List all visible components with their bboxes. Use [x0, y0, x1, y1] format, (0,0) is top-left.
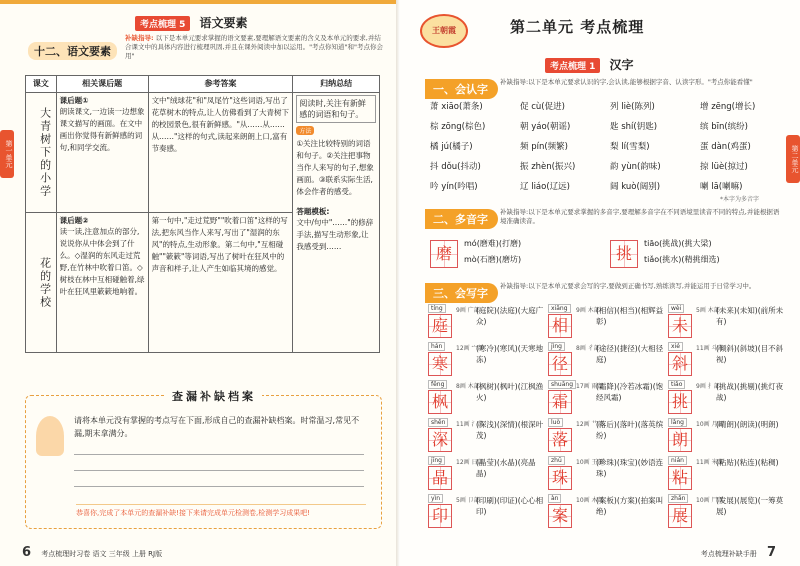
write-char-cell [428, 494, 546, 532]
write-char-cell [548, 380, 666, 418]
template-text: 文中/句中"……"的修辞手法,描写生动形象,让我感受到…… [296, 218, 374, 251]
write-char-cell [428, 342, 546, 380]
polyphone-char: 挑 [610, 240, 638, 268]
write-char-cell [668, 494, 786, 532]
polyphone-reading: tiǎo(挑水)(精挑细选) [644, 255, 720, 264]
header-badge: 考点梳理 5 [135, 16, 190, 31]
right-footer [701, 545, 776, 560]
col-header-question: 相关课后题 [56, 76, 148, 93]
read-item: 增 zēng(增长) [700, 102, 756, 112]
s2-title: 二、多音字 [425, 209, 498, 229]
word-list: (倾斜)(斜坡)(目不斜视) [716, 344, 784, 364]
write-char-cell [668, 456, 786, 494]
read-note: *本字为多音字 [720, 196, 760, 203]
write-char: 相 [548, 314, 572, 338]
write-char: 珠 [548, 466, 572, 490]
page-number: 6 [22, 545, 32, 560]
stroke-info: 8画 木部 [456, 383, 480, 390]
write-char-cell [428, 380, 546, 418]
section-header [135, 12, 248, 31]
table-row [26, 93, 380, 213]
pinyin: lǎng [668, 418, 687, 427]
write-line [74, 470, 364, 471]
write-char: 霜 [548, 390, 572, 414]
s3-title: 三、会写字 [425, 283, 498, 303]
write-char: 落 [548, 428, 572, 452]
polyphone-char: 磨 [430, 240, 458, 268]
read-item: 韵 yùn(韵味) [610, 162, 661, 172]
stroke-info: 10画 尸部 [696, 497, 724, 504]
summary-tag: 方法 [296, 126, 314, 135]
write-char: 斜 [668, 352, 692, 376]
s2-header [425, 208, 498, 229]
pinyin: shuāng [548, 380, 576, 389]
read-item: 萧 xiāo(萧条) [430, 102, 483, 112]
word-list: (落后)(落叶)(落英缤纷) [596, 420, 664, 440]
stroke-info: 5画 卩部 [456, 497, 480, 504]
write-char: 印 [428, 504, 452, 528]
right-page [400, 0, 800, 566]
yuwen-table [25, 75, 380, 353]
answer-text: 第一句中,"走过荒野""吹着口笛"这样的写法,把东风当作人来写,写出了"湿润的东风"的特点,生动形象。第二句中,"互相碰触""簌簌"等词语,写出了树叶在狂风中的声音和样子,让人产生如临其境的感觉。 [148, 213, 293, 353]
page-number: 7 [766, 545, 776, 560]
stroke-info: 8画 彳部 [576, 345, 600, 352]
read-item: 梨 lí(雪梨) [610, 142, 650, 152]
stroke-info: 9画 广部 [456, 307, 480, 314]
read-row [430, 100, 790, 112]
write-char-cell [668, 418, 786, 456]
read-item: 朝 yáo(朝谣) [520, 122, 571, 132]
pinyin: nián [668, 456, 687, 465]
read-item: 喇 lā(喇嘛) [700, 182, 743, 192]
read-item: 阔 kuò(阔别) [610, 182, 661, 192]
lesson-name: 花的学校 [26, 213, 57, 353]
col-header-lesson: 课文 [26, 76, 57, 93]
read-item: 橘 jú(橘子) [430, 142, 473, 152]
question-cell [56, 93, 148, 213]
pinyin: zhū [548, 456, 565, 465]
polyphone-reading: mó(磨难)(打磨) [464, 239, 522, 248]
stroke-info: 17画 雨部 [576, 383, 604, 390]
subsection-title: 汉字 [609, 58, 634, 72]
stroke-info: 11画 米部 [696, 459, 724, 466]
read-item: 频 pín(频繁) [520, 142, 568, 152]
write-char-cell [548, 456, 666, 494]
stroke-info: 12画 艹部 [576, 421, 604, 428]
write-char-cell [428, 418, 546, 456]
write-char: 挑 [668, 390, 692, 414]
read-row [430, 120, 790, 132]
stroke-info: 5画 木部 [696, 307, 720, 314]
pinyin: xié [668, 342, 683, 351]
write-char: 枫 [428, 390, 452, 414]
read-row [430, 180, 790, 192]
tip-text: 以下是本单元要求掌握的语文要素,要理解语文要素的含义及本单元的要求,并结合课文中的具体内容进行梳理巩固,并且在课外阅读中加以运用。"考点你知道"和"考点你会用" [125, 34, 384, 60]
word-list: (未来)(未知)(前所未有) [716, 306, 784, 326]
write-char-cell [428, 304, 546, 342]
stroke-info: 10画 月部 [696, 421, 724, 428]
read-item: 列 liè(陈列) [610, 102, 655, 112]
write-char-cell [548, 304, 666, 342]
pinyin: tíng [428, 304, 446, 313]
write-char: 深 [428, 428, 452, 452]
write-char: 未 [668, 314, 692, 338]
student-illustration [36, 416, 64, 456]
tip-block [125, 34, 385, 61]
word-list: (深浅)(深情)(根深叶茂) [476, 420, 544, 440]
word-list: (案板)(方案)(拍案叫绝) [596, 496, 664, 516]
word-list: (寒冷)(寒风)(天寒地冻) [476, 344, 544, 364]
s2-tip: 补缺指导:以下是本单元要求掌握的多音字,要理解多音字在不同语境里读音不同的特点,并能根据语境准确读音。 [500, 208, 780, 225]
section-title: 十二、语文要素 [28, 42, 117, 60]
read-item: 振 zhèn(振兴) [520, 162, 576, 172]
question-text: 读一读,注意加点的部分,说说你从中体会到了什么。◇湿润的东风走过荒野,在竹林中吹着口笛。◇树枝在林中互相碰触着,绿叶在狂风里簌簌地响着。 [59, 227, 145, 296]
word-list: (挑战)(挑剔)(挑灯夜战) [716, 382, 784, 402]
word-list: (印刷)(印证)(心心相印) [476, 496, 544, 516]
word-list: (相信)(相当)(相辉益彰) [596, 306, 664, 326]
stroke-info: 12画 宀部 [456, 345, 484, 352]
write-char: 粘 [668, 466, 692, 490]
write-line [74, 454, 364, 455]
write-char: 展 [668, 504, 692, 528]
read-item: 抖 dǒu(抖动) [430, 162, 481, 172]
word-list: (发展)(展览)(一筹莫展) [716, 496, 784, 516]
lesson-name: 大青树下的小学 [26, 93, 57, 213]
word-list: (晴朗)(朗读)(明朗) [716, 420, 779, 429]
word-list: (枫树)(枫叶)(江枫渔火) [476, 382, 544, 402]
pinyin: fēng [428, 380, 447, 389]
pinyin: shēn [428, 418, 448, 427]
side-tab: 第二单元 [786, 135, 800, 183]
polyphone-reading: tiāo(挑战)(挑大梁) [644, 239, 712, 248]
read-row [430, 140, 790, 152]
pinyin: àn [548, 494, 561, 503]
write-char-cell [428, 456, 546, 494]
write-char: 径 [548, 352, 572, 376]
tip-label: 补缺指导: [125, 34, 154, 42]
read-item: 吟 yín(吟唱) [430, 182, 478, 192]
pinyin: luò [548, 418, 563, 427]
s1-title: 一、会认字 [425, 79, 498, 99]
stroke-info: 11画 氵部 [456, 421, 484, 428]
archive-box [25, 390, 382, 529]
side-tab: 第一单元 [0, 130, 14, 178]
question-label: 课后题① [59, 96, 89, 105]
s1-header [425, 78, 498, 99]
write-line [74, 486, 364, 487]
write-char-cell [668, 304, 786, 342]
summary-text: 阅读时,关注有新鲜感的词语和句子。 [296, 95, 376, 123]
word-list: (粘贴)(粘连)(粘稠) [716, 458, 779, 467]
s3-header [425, 282, 498, 303]
write-char: 案 [548, 504, 572, 528]
left-footer [22, 545, 162, 560]
read-row [430, 160, 790, 172]
word-list: (途径)(捷径)(大相径庭) [596, 344, 664, 364]
word-list: (珍珠)(珠宝)(妙语连珠) [596, 458, 664, 478]
pinyin: jìng [548, 342, 565, 351]
polyphone-item [610, 236, 780, 270]
read-item: 棕 zōng(棕色) [430, 122, 486, 132]
read-item: 蛋 dàn(鸡蛋) [700, 142, 751, 152]
stroke-info: 10画 王部 [576, 459, 604, 466]
write-char: 庭 [428, 314, 452, 338]
write-char: 晶 [428, 466, 452, 490]
s1-tip: 补缺指导:以下是本单元要求认识的字,会认读,能够根据字音、认读字形。"考点你能看懂" [500, 78, 753, 86]
stroke-info: 11画 斗部 [696, 345, 724, 352]
question-label: 课后题② [59, 216, 89, 225]
stroke-info: 10画 木部 [576, 497, 604, 504]
brand-logo: 王朝霞 [420, 14, 468, 48]
read-item: 辽 liáo(辽远) [520, 182, 570, 192]
archive-title: 查漏补缺档案 [166, 388, 262, 404]
pinyin: zhǎn [668, 494, 688, 503]
stroke-info: 12画 日部 [456, 459, 484, 466]
word-list: (霜降)(冷若冰霜)(饱经风霜) [596, 382, 664, 402]
read-item: 缤 bīn(缤纷) [700, 122, 748, 132]
col-header-summary: 归纳总结 [293, 76, 380, 93]
write-char-cell [668, 380, 786, 418]
footer-text: 考点梳理补缺手册 [700, 550, 757, 558]
archive-prompt: 请将本单元没有掌握的考点写在下面,形成自己的查漏补缺档案。时常温习,常见不漏,期末拿满分。 [74, 416, 360, 438]
pinyin: hán [428, 342, 445, 351]
pinyin: tiǎo [668, 380, 685, 389]
write-char-cell [548, 418, 666, 456]
col-header-answer: 参考答案 [148, 76, 293, 93]
write-char: 朗 [668, 428, 692, 452]
template-label: 答题模板: [296, 207, 330, 216]
page-title: 第二单元 考点梳理 [510, 18, 645, 36]
subsection-badge: 考点梳理 1 [545, 58, 600, 73]
read-item: 掠 lüè(掠过) [700, 162, 748, 172]
pinyin: yìn [428, 494, 443, 503]
pinyin: xiāng [548, 304, 571, 313]
read-item: 匙 shí(钥匙) [610, 122, 658, 132]
summary-points: ①关注比较特别的词语和句子。②关注把事物当作人来写的句子,想象画面。③联系实际生活,体会作者的感受。 [296, 139, 374, 196]
question-cell [56, 213, 148, 353]
stroke-info: 9画 木部 [576, 307, 600, 314]
footer-text: 考点梳理时习卷 语文 三年级 上册 RJ版 [41, 550, 163, 558]
write-char-cell [548, 494, 666, 532]
pinyin: wèi [668, 304, 684, 313]
word-list: (庭院)(法庭)(大庭广众) [476, 306, 544, 326]
write-char-cell [668, 342, 786, 380]
s3-tip: 补缺指导:以下是本单元要求会写的字,要做到正确书写,熟练读写,并能运用于日常学习中。 [500, 282, 756, 290]
summary-cell [293, 93, 380, 353]
word-list: (晶莹)(水晶)(亮晶晶) [476, 458, 536, 478]
stroke-info: 9画 扌部 [696, 383, 720, 390]
pinyin: jīng [428, 456, 445, 465]
congrats-text: 恭喜你,完成了本单元的查漏补缺!接下来请完成单元检测卷,检测学习成果吧! [76, 504, 366, 518]
polyphone-reading: mò(石磨)(磨坊) [464, 255, 522, 264]
polyphone-item [430, 236, 590, 270]
answer-text: 文中"绒球花"和"凤尾竹"这些词语,写出了花草树木的特点,让人仿佛看到了大青树下的校园景色,很有新鲜感。"从……从……从……"这样的句式,读起来朗朗上口,富有节奏感。 [148, 93, 293, 213]
write-char-cell [548, 342, 666, 380]
top-stripe [0, 0, 400, 4]
question-text: 朗读课文,一边读一边想象课文描写的画面。在文中画出你觉得有新鲜感的词句,和同学交流。 [59, 107, 145, 152]
read-item: 促 cù(促进) [520, 102, 565, 112]
subsection-header [545, 54, 634, 73]
header-title: 语文要素 [199, 16, 248, 30]
write-char: 寒 [428, 352, 452, 376]
